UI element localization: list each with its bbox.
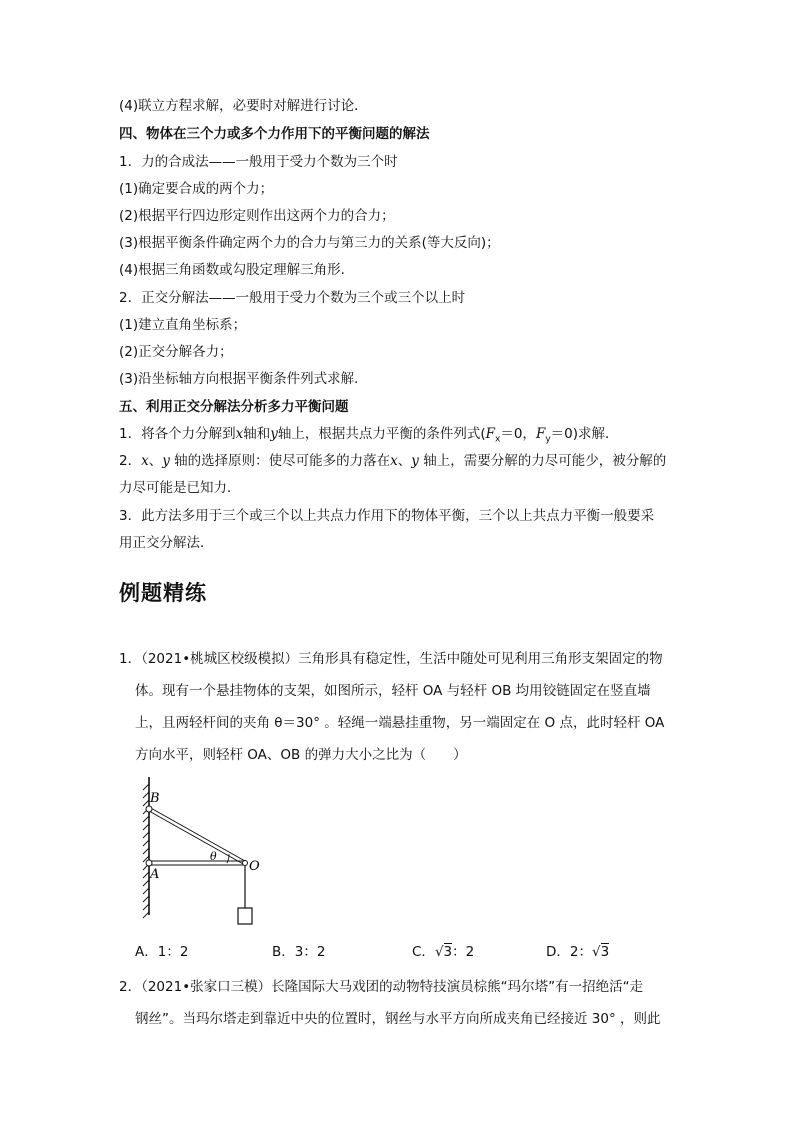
joint-o: [243, 861, 248, 866]
rule-1-eq1: ＝0，: [500, 426, 536, 442]
hinge-a: [146, 860, 152, 866]
hanging-weight: [238, 908, 252, 924]
text-line-10: (2)正交分解各力；: [119, 344, 233, 360]
sqrt-radicand: 3: [443, 944, 453, 960]
choice-b[interactable]: B．3：2: [272, 944, 326, 960]
label-b: B: [150, 791, 160, 806]
text-line-4: (1)确定要合成的两个力；: [119, 181, 274, 197]
text-line-11: (3)沿坐标轴方向根据平衡条件列式求解．: [119, 371, 368, 387]
q1-line-4: 方向水平，则轻杆 OA、OB 的弹力大小之比为（ ）: [135, 747, 467, 763]
rule-2-line-2: 力尽可能是已知力．: [119, 480, 241, 496]
choice-c[interactable]: [412, 940, 474, 960]
q1-figure: [130, 772, 280, 936]
var-x: x: [390, 453, 398, 469]
var-fy: F: [535, 426, 546, 442]
choice-d-prefix: D．2：: [546, 944, 592, 960]
rule-1-mid1: 轴和: [243, 426, 271, 442]
var-y: y: [162, 453, 170, 469]
label-o: O: [249, 859, 260, 874]
rod-ob-top: [149, 807, 245, 861]
var-y: y: [411, 453, 419, 469]
rule-3-line-1: 3．此方法多用于三个或三个以上共点力作用下的物体平衡，三个以上共点力平衡一般要采: [119, 508, 655, 524]
q2-line-1: 2．（2021•张家口三模）长隆国际大马戏团的动物特技演员棕熊“玛尔塔”有一招绝活“走: [119, 979, 644, 995]
rule-1-line: [119, 425, 619, 449]
text-line-3: 1．力的合成法——一般用于受力个数为三个时: [119, 154, 398, 170]
var-x: x: [141, 453, 149, 469]
var-y: y: [270, 426, 278, 442]
q1-line-1: 1．（2021•桃城区校级模拟）三角形具有稳定性，生活中随处可见利用三角形支架固定的物: [119, 651, 663, 667]
choice-c-prefix: C．: [412, 944, 435, 960]
rule-2-text: 轴的选择原则：使尽可能多的力落在: [169, 453, 391, 469]
sqrt-symbol: √3: [591, 944, 610, 960]
rule-1-mid2: 轴上，根据共点力平衡的条件列式(: [277, 426, 486, 442]
sqrt-symbol: √3: [434, 944, 453, 960]
text-line-9: (1)建立直角坐标系；: [119, 317, 247, 333]
var-x: x: [235, 426, 244, 442]
section-heading-5: 五、利用正交分解法分析多力平衡问题: [119, 399, 349, 415]
choice-c-suffix: ：2: [452, 944, 475, 960]
rule-2-line-1: [119, 452, 666, 470]
q1-line-2: 体。现有一个悬挂物体的支架，如图所示，轻杆 OA 与轻杆 OB 均用铰链固定在竖直墙: [135, 683, 651, 699]
text-line-7: (4)根据三角函数或勾股定理解三角形．: [119, 262, 355, 278]
var-fx: F: [485, 426, 496, 442]
q2-line-2: 钢丝”。当玛尔塔走到靠近中央的位置时，钢丝与水平方向所成夹角已经接近 30° ，则此: [135, 1011, 661, 1027]
rule-3-line-2: 用正交分解法．: [119, 535, 214, 551]
rod-ob-bottom: [149, 811, 245, 865]
section-heading-4: 四、物体在三个力或多个力作用下的平衡问题的解法: [119, 126, 430, 142]
rule-2-prefix: 2．: [119, 453, 142, 469]
rule-2-sep: 、: [148, 453, 163, 469]
wall-hatch: [143, 784, 149, 918]
rule-1-prefix: 1．将各个力分解到: [119, 426, 236, 442]
text-line-5: (2)根据平行四边形定则作出这两个力的合力；: [119, 208, 395, 224]
rule-2-text-2: 轴上，需要分解的力尽可能少，被分解的: [418, 453, 667, 469]
bracket-diagram: [130, 772, 280, 932]
choice-d[interactable]: [546, 940, 609, 960]
hinge-b: [146, 806, 152, 812]
sqrt-radicand: 3: [600, 944, 610, 960]
rule-2-sep-2: 、: [397, 453, 412, 469]
label-a: A: [150, 867, 160, 882]
text-line-6: (3)根据平衡条件确定两个力的合力与第三力的关系(等大反向)；: [119, 235, 500, 251]
rule-1-eq2: ＝0)求解．: [550, 426, 619, 442]
section-title: 例题精练: [119, 581, 207, 605]
sub-x: x: [495, 434, 501, 445]
text-line-1: (4)联立方程求解，必要时对解进行讨论．: [119, 98, 368, 114]
q1-line-3: 上，且两轻杆间的夹角 θ＝30° 。轻绳一端悬挂重物，另一端固定在 O 点，此时轻杆 OA: [135, 715, 665, 731]
choice-a[interactable]: A．1：2: [135, 944, 189, 960]
text-line-8: 2．正交分解法——一般用于受力个数为三个或三个以上时: [119, 290, 466, 306]
sub-y: y: [545, 434, 551, 445]
label-theta: θ: [210, 850, 217, 863]
